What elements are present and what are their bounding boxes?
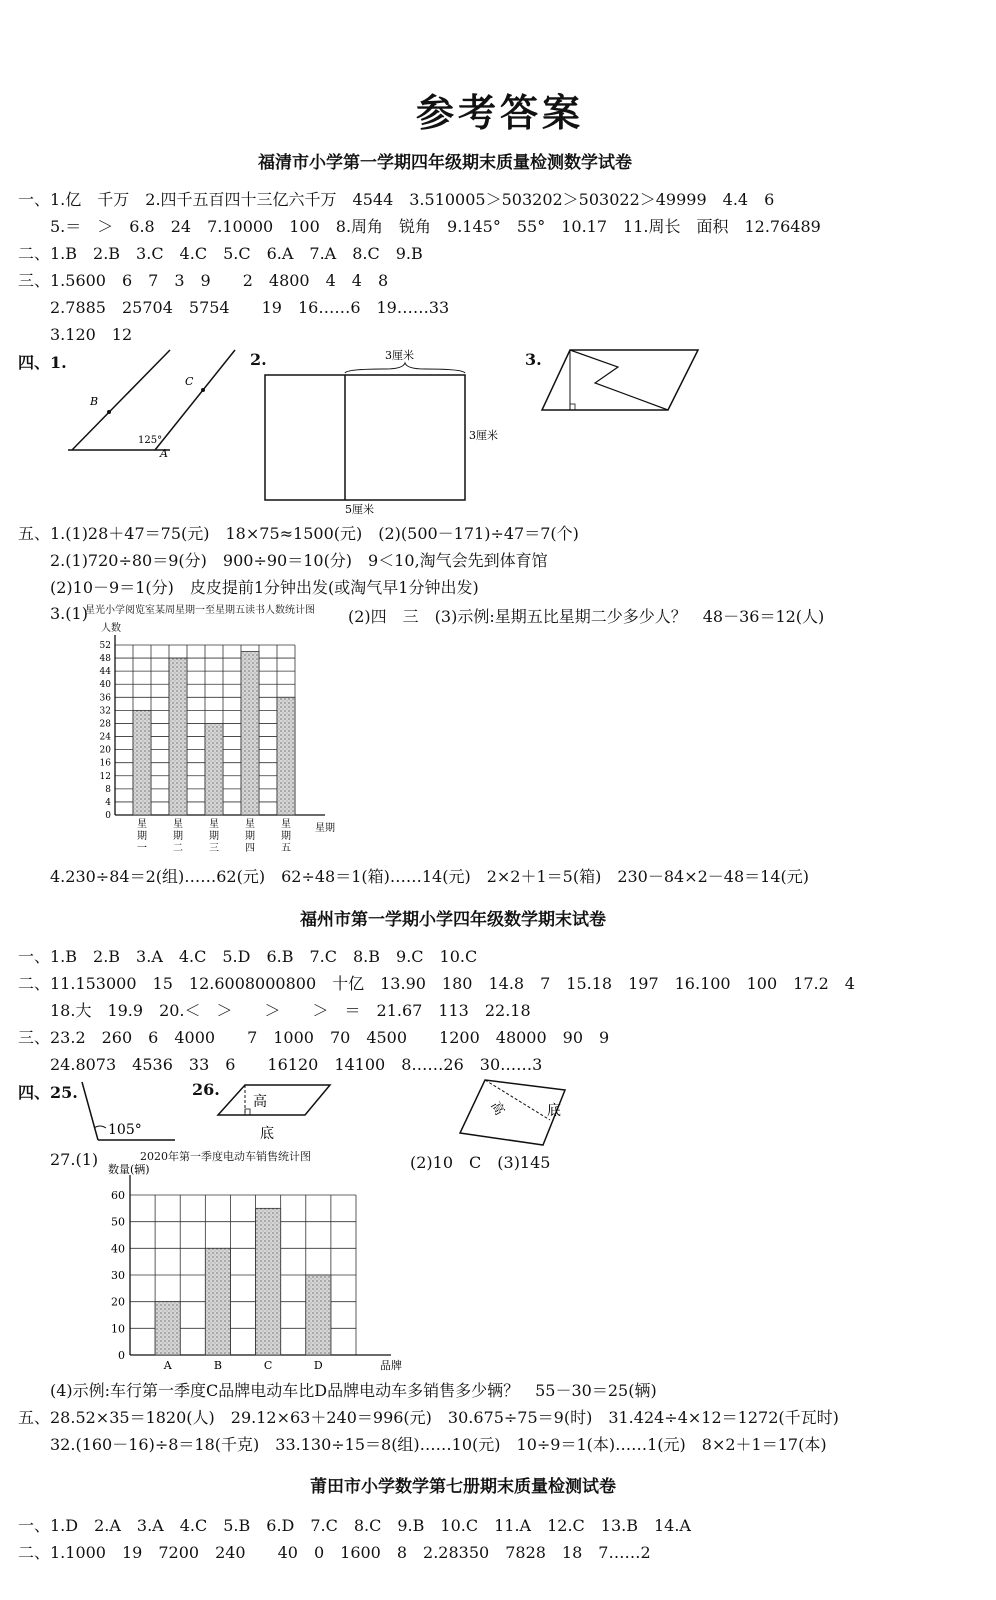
bar [241,652,259,815]
q26-label: 26. [192,1080,220,1099]
x-tick-label: D [313,1359,323,1372]
parallelogram-height-figure [215,1080,335,1145]
answer-line: 三、23.2 260 6 4000 7 1000 70 4500 1200 48000 90 9 [18,1028,610,1047]
x-tick-label: C [263,1359,273,1372]
parallelogram-figure [540,345,710,415]
point-a-label: A [160,447,168,460]
bar [256,1208,281,1355]
x-axis-label: 品牌 [380,1359,402,1372]
height-label: 高 [253,1094,267,1110]
height-label-2: 高 [487,1099,507,1119]
y-tick-label: 60 [111,1189,125,1202]
q4-3-label: 3. [525,350,542,369]
bottom-length-label: 5厘米 [345,503,374,516]
answer-line: 二、1.1000 19 7200 240 40 0 1600 8 2.28350 7828 18 7……2 [18,1543,651,1562]
x-axis-label: 星期 [315,823,335,834]
x-tick-label: 星 [245,819,255,830]
answer-line: (4)示例:车行第一季度C品牌电动车比D品牌电动车多销售多少辆？ 55－30＝25(辆) [50,1381,657,1400]
y-tick-label: 16 [99,758,111,769]
parallel-lines-figure [60,345,240,460]
answer-line: 2.7885 25704 5754 19 16……6 19……33 [50,298,450,317]
bar [169,658,187,815]
x-tick-label: 期 [173,831,183,842]
x-tick-label: B [213,1359,222,1372]
bar [277,697,295,815]
x-tick-label: 一 [137,843,147,854]
x-tick-label: 期 [245,831,255,842]
bar [133,710,151,815]
bar [306,1275,331,1355]
chart1-title: 星光小学阅览室某周星期一至星期五读书人数统计图 [85,605,315,616]
q4-2-label: 2. [250,350,267,369]
y-tick-label: 50 [111,1215,125,1229]
base-label-2: 底 [547,1103,561,1119]
q27-answer: (2)10 C (3)145 [410,1153,551,1172]
section-heading-putian: 莆田市小学数学第七册期末质量检测试卷 [310,1477,616,1497]
y-tick-label: 12 [99,771,111,782]
answer-line: 2.(1)720÷80＝9(分) 900÷90＝10(分) 9＜10,淘气会先到体育馆 [50,551,548,570]
y-axis-label: 人数 [101,623,121,634]
y-tick-label: 44 [99,667,111,678]
x-tick-label: 星 [281,819,291,830]
top-length-label: 3厘米 [385,349,414,362]
section-heading-fuqing: 福清市小学第一学期四年级期末质量检测数学试卷 [258,153,632,173]
y-tick-label: 28 [99,719,111,730]
bar [205,723,223,815]
y-tick-label: 4 [105,797,111,808]
x-tick-label: 星 [209,819,219,830]
answer-line: 五、1.(1)28＋47＝75(元) 18×75≈1500(元) (2)(500－171)÷47＝7(个) [18,524,579,543]
q27-label: 27.(1) [50,1150,99,1169]
right-length-label: 3厘米 [469,429,498,442]
x-tick-label: 二 [173,843,183,854]
answer-line: 4.230÷84＝2(组)……62(元) 62÷48＝1(箱)……14(元) 2×2＋1＝5(箱) 230－84×2－48＝14(元) [50,867,810,886]
section-heading-fuzhou: 福州市第一学期小学四年级数学期末试卷 [300,910,606,930]
answer-line: 二、11.153000 15 12.6008000800 十亿 13.90 180 14.8 7 15.18 197 16.100 100 17.2 4 [18,974,855,993]
answer-line: 二、1.B 2.B 3.C 4.C 5.C 6.A 7.A 8.C 9.B [18,244,423,263]
x-tick-label: 期 [209,831,219,842]
point-c-label: C [185,375,194,388]
y-tick-label: 32 [99,706,111,717]
y-tick-label: 20 [111,1295,125,1309]
answer-line: (2)10－9＝1(分) 皮皮提前1分钟出发(或淘气早1分钟出发) [50,578,479,597]
y-tick-label: 48 [99,654,111,665]
chart2-title: 2020年第一季度电动车销售统计图 [140,1150,311,1163]
q25-label: 四、25. [18,1083,78,1102]
q4-label: 四、1. [18,353,67,372]
answer-line: 一、1.亿 千万 2.四千五百四十三亿六千万 4544 3.510005＞503202＞503022＞49999 4.4 6 [18,190,775,209]
answer-line: 五、28.52×35＝1820(人) 29.12×63＋240＝996(元) 30.675÷75＝9(时) 31.424÷4×12＝1272(千瓦时) [18,1408,839,1427]
x-tick-label: 期 [137,831,147,842]
bar [205,1248,230,1355]
y-tick-label: 8 [105,784,111,795]
answer-line: 32.(160－16)÷8＝18(千克) 33.130÷15＝8(组)……10(元) 10÷9＝1(本)……1(元) 8×2＋1＝17(本) [50,1435,827,1454]
angle-105-figure [80,1080,180,1145]
x-tick-label: A [163,1359,172,1372]
chart2-ebike-bar-chart [100,1160,420,1375]
answer-line: 一、1.B 2.B 3.A 4.C 5.D 6.B 7.C 8.B 9.C 10.C [18,947,478,966]
rectangle-figure [255,345,525,520]
x-tick-label: 三 [209,843,219,854]
answer-line: 3.(1) [50,604,88,623]
y-tick-label: 40 [99,680,111,691]
point-b-label: B [90,395,99,408]
answer-line: 5.＝ ＞ 6.8 24 7.10000 100 8.周角 锐角 9.145° 55° 10.17 11.周长 面积 12.76489 [50,217,821,236]
answer-line: 三、1.5600 6 7 3 9 2 4800 4 4 8 [18,271,389,290]
x-tick-label: 五 [281,843,291,854]
y-tick-label: 30 [111,1269,125,1282]
x-tick-label: 四 [245,843,255,854]
answer-line: 3.120 12 [50,325,133,344]
base-label: 底 [260,1126,274,1142]
x-tick-label: 星 [173,819,183,830]
y-tick-label: 0 [118,1349,125,1362]
parallelogram-height-figure-2 [455,1075,575,1150]
y-axis-label: 数量(辆) [108,1163,150,1176]
answer-line: (2)四 三 (3)示例:星期五比星期二少多少人？ 48－36＝12(人) [348,607,825,626]
bar [155,1302,180,1355]
x-tick-label: 星 [137,819,147,830]
page-title: 参考答案 [416,90,585,135]
answer-line: 18.大 19.9 20.＜ ＞ ＞ ＞ ＝ 21.67 113 22.18 [50,1001,531,1020]
y-tick-label: 40 [111,1242,125,1256]
angle-105-label: 105° [108,1122,142,1138]
y-tick-label: 52 [99,641,111,651]
chart1-reading-bar-chart [80,623,370,865]
answer-line: 24.8073 4536 33 6 16120 14100 8……26 30……3 [50,1055,543,1074]
y-tick-label: 24 [99,732,111,743]
y-tick-label: 10 [111,1322,125,1336]
angle-125-label: 125° [138,435,163,446]
y-tick-label: 0 [105,811,111,821]
y-tick-label: 36 [99,693,111,704]
y-tick-label: 20 [99,745,111,756]
answer-line: 一、1.D 2.A 3.A 4.C 5.B 6.D 7.C 8.C 9.B 10.C 11.A 12.C 13.B 14.A [18,1516,691,1535]
x-tick-label: 期 [281,831,291,842]
